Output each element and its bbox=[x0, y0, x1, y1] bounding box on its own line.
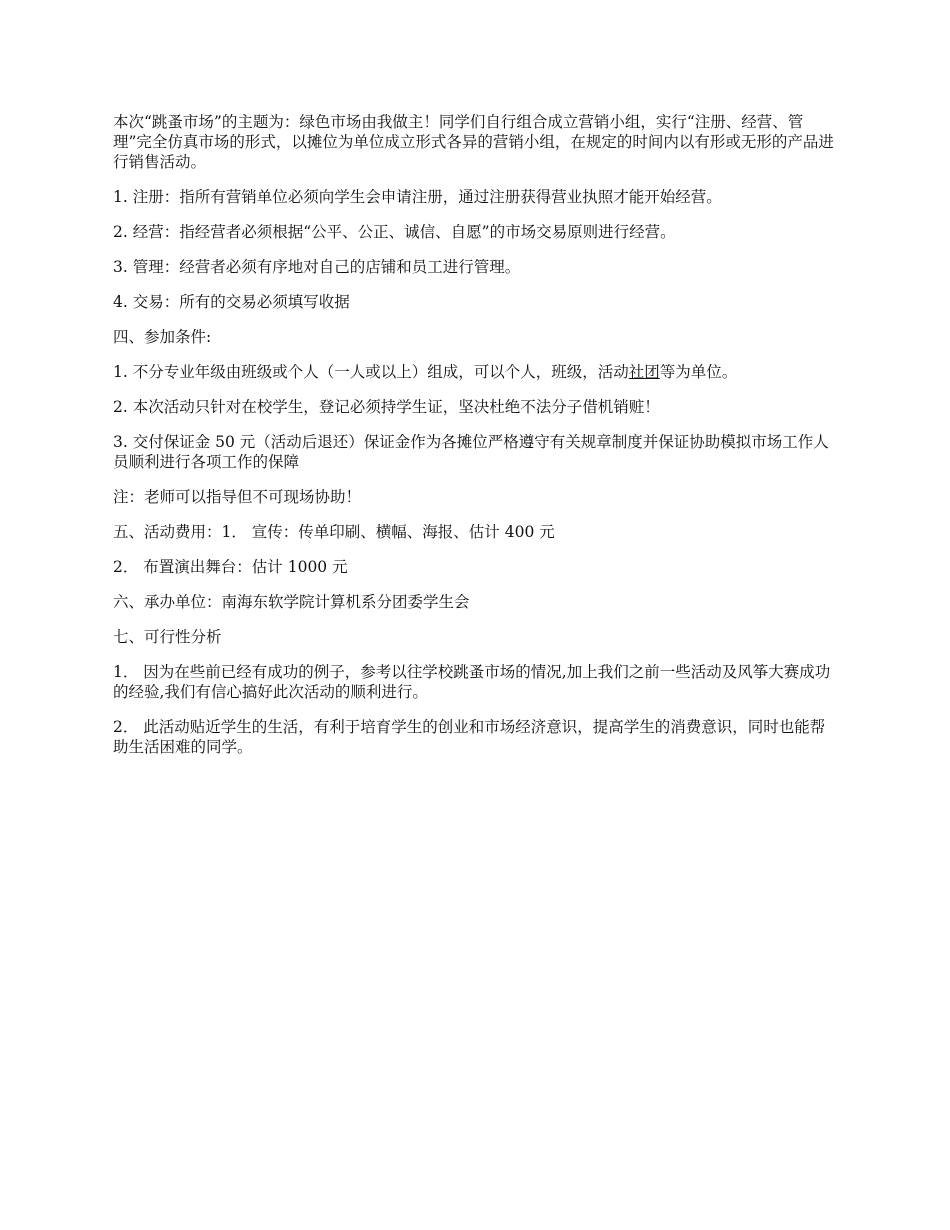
feasibility-1: 1． 因为在些前已经有成功的例子，参考以往学校跳蚤市场的情况,加上我们之前一些活动及风筝大赛成功的经验,我们有信心搞好此次活动的顺利进行。 bbox=[113, 663, 831, 701]
document-body bbox=[113, 112, 840, 772]
item-transaction: 4. 交易：所有的交易必须填写收据 bbox=[113, 293, 350, 311]
item-registration: 1. 注册：指所有营销单位必须向学生会申请注册，通过注册获得营业执照才能开始经营。 bbox=[113, 188, 722, 206]
condition-2: 2. 本次活动只针对在校学生，登记必须持学生证，坚决杜绝不法分子借机销赃！ bbox=[113, 398, 660, 416]
item-operation: 2. 经营：指经营者必须根据“公平、公正、诚信、自愿”的市场交易原则进行经营。 bbox=[113, 223, 676, 241]
condition-1-text-after: 等为单位。 bbox=[659, 363, 738, 381]
section-heading-conditions: 四、参加条件: bbox=[113, 328, 212, 346]
section-heading-feasibility: 七、可行性分析 bbox=[113, 628, 222, 646]
condition-3: 3. 交付保证金 50 元（活动后退还）保证金作为各摊位严格遵守有关规章制度并保证协助模拟市场工作人员顺利进行各项工作的保障 bbox=[113, 433, 829, 471]
club-link[interactable]: 社团 bbox=[628, 363, 660, 381]
feasibility-2: 2． 此活动贴近学生的生活，有利于培育学生的创业和市场经济意识，提高学生的消费意识，同时也能帮助生活困难的同学。 bbox=[113, 718, 826, 756]
condition-1-text-before: 1. 不分专业年级由班级或个人（一人或以上）组成，可以个人，班级，活动 bbox=[113, 363, 629, 381]
condition-1 bbox=[113, 362, 840, 382]
cost-item-2: 2． 布置演出舞台：估计 1000 元 bbox=[113, 558, 348, 576]
section-heading-costs: 五、活动费用：1． 宣传：传单印刷、横幅、海报、估计 400 元 bbox=[113, 523, 555, 541]
intro-paragraph: 本次“跳蚤市场”的主题为：绿色市场由我做主！同学们自行组合成立营销小组，实行“注册、经营、管理”完全仿真市场的形式，以摊位为单位成立形式各异的营销小组，在规定的时间内以有形或无形的产品进行销售活动。 bbox=[113, 113, 834, 171]
section-heading-organizer: 六、承办单位：南海东软学院计算机系分团委学生会 bbox=[113, 593, 470, 611]
item-management: 3. 管理：经营者必须有序地对自己的店铺和员工进行管理。 bbox=[113, 258, 521, 276]
teacher-note: 注：老师可以指导但不可现场协助！ bbox=[113, 488, 362, 506]
